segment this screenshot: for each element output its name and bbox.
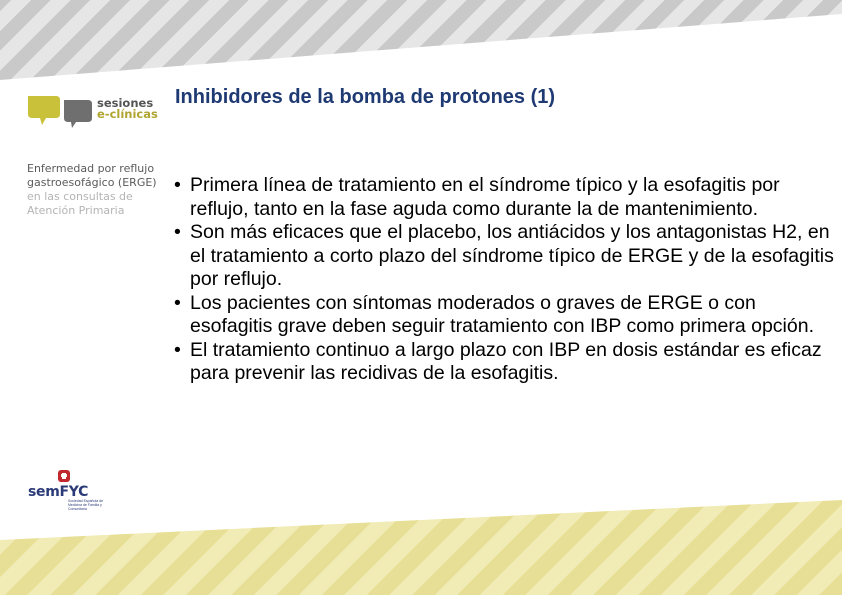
bullet-icon: • — [174, 338, 181, 361]
course-line-1: Enfermedad por reflujo — [27, 162, 155, 175]
bullet-text: Primera línea de tratamiento en el síndrome típico y la esofagitis por reflujo, tanto en la fase aguda como durante la de mantenimiento. — [190, 174, 780, 220]
bullet-icon: • — [174, 221, 181, 243]
bullet-text: El tratamiento continuo a largo plazo con IBP en dosis estándar es eficaz para prevenir las recidivas de la esofagitis. — [190, 338, 822, 384]
semfyc-subtitle: Sociedad Española de Medicina de Familia y Comunitaria — [68, 499, 104, 511]
bullet-text: Son más eficaces que el placebo, los antiácidos y los antagonistas H2, en el tratamiento a corto plazo del síndrome típico de ERGE y de la esofagitis por reflujo. — [190, 221, 834, 290]
course-description — [27, 162, 167, 218]
bullet-list — [174, 174, 834, 386]
course-line-2: gastroesofágico (ERGE) — [27, 176, 157, 189]
logo-line-1: sesiones — [97, 96, 154, 110]
list-item — [174, 292, 834, 339]
logo-line-2: e-clínicas — [97, 107, 158, 121]
bullet-icon: • — [174, 291, 181, 314]
list-item — [174, 339, 834, 386]
sesiones-logo-text — [97, 98, 158, 120]
footer-stripe-band — [0, 500, 842, 595]
bullet-icon: • — [174, 174, 181, 196]
slide-title: Inhibidores de la bomba de protones (1) — [175, 86, 556, 108]
course-line-3: en las consultas de — [27, 190, 133, 203]
course-line-4: Atención Primaria — [27, 204, 125, 217]
bullet-text: Los pacientes con síntomas moderados o graves de ERGE o con esofagitis grave deben seguir tratamiento con IBP como primera opción. — [190, 291, 814, 337]
list-item — [174, 221, 834, 292]
semfyc-logo-text: semFYC — [28, 484, 89, 500]
header-stripe-band — [0, 0, 842, 80]
list-item — [174, 174, 834, 221]
